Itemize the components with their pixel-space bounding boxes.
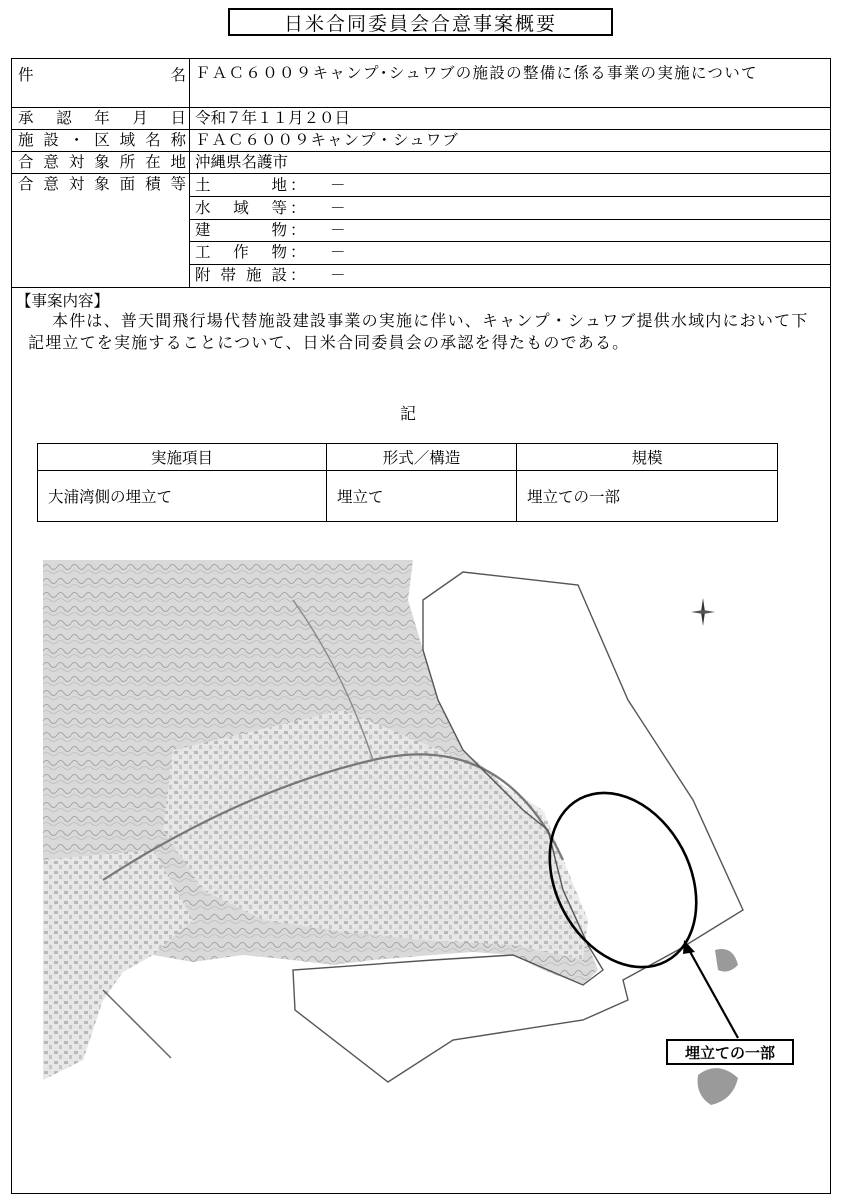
area-item-label: 土地	[195, 176, 287, 194]
col-header: 実施項目	[38, 444, 327, 471]
area-item-value: －	[330, 221, 346, 239]
table-cell: 埋立ての一部	[517, 471, 778, 522]
location-value: 沖縄県名護市	[195, 153, 289, 171]
area-item-value: －	[330, 266, 346, 284]
island	[715, 949, 738, 972]
island	[698, 1068, 738, 1105]
location-label: 合意対象所在地	[18, 153, 186, 171]
content-body: 本件は、普天間飛行場代替施設建設事業の実施に伴い、キャンプ・シュワブ提供水域内において下記埋立てを実施することについて、日米合同委員会の承認を得たものである。	[28, 311, 809, 352]
area-item-colon: ：	[290, 176, 306, 194]
area-item-value: －	[330, 243, 346, 261]
col-header: 規模	[517, 444, 778, 471]
area-item-label: 附帯施設	[195, 266, 287, 284]
document-title: 日米合同委員会合意事案概要	[228, 8, 613, 36]
area-item-colon: ：	[290, 221, 306, 239]
arrowhead-icon	[683, 940, 695, 954]
reclamation-callout: 埋立ての一部	[666, 1039, 794, 1065]
area-item-label: 建物	[195, 221, 287, 239]
content-heading: 【事案内容】	[16, 292, 110, 310]
table-cell: 大浦湾側の埋立て	[38, 471, 327, 522]
table-row	[38, 471, 778, 522]
site-map	[43, 560, 788, 1120]
row-divider	[189, 196, 830, 197]
approval-date-value: 令和７年１１月２０日	[195, 109, 351, 127]
town-area	[43, 850, 193, 1080]
ki-mark: 記	[400, 404, 417, 423]
area-item-colon: ：	[290, 243, 306, 261]
area-item-value: －	[330, 176, 346, 194]
area-label: 合意対象面積等	[18, 175, 186, 193]
row-divider	[12, 287, 830, 288]
area-item-colon: ：	[290, 199, 306, 217]
approval-date-label: 承認年月日	[18, 109, 186, 127]
area-item-colon: ：	[290, 266, 306, 284]
area-item-value: －	[330, 199, 346, 217]
facility-name-value: ＦＡＣ６００９キャンプ・シュワブ	[195, 131, 459, 149]
pier	[103, 990, 171, 1058]
items-table	[37, 443, 778, 522]
area-item-label: 工作物	[195, 243, 287, 261]
subject-label: 件名	[18, 66, 186, 84]
col-header: 形式／構造	[327, 444, 517, 471]
north-arrow-icon	[691, 598, 715, 626]
area-item-label: 水域等	[195, 199, 287, 217]
table-cell: 埋立て	[327, 471, 517, 522]
table-header-row	[38, 444, 778, 471]
facility-name-label: 施設・区域名称	[18, 131, 186, 149]
subject-value: ＦＡＣ６００９キャンプ･シュワブの施設の整備に係る事業の実施について	[195, 64, 758, 82]
